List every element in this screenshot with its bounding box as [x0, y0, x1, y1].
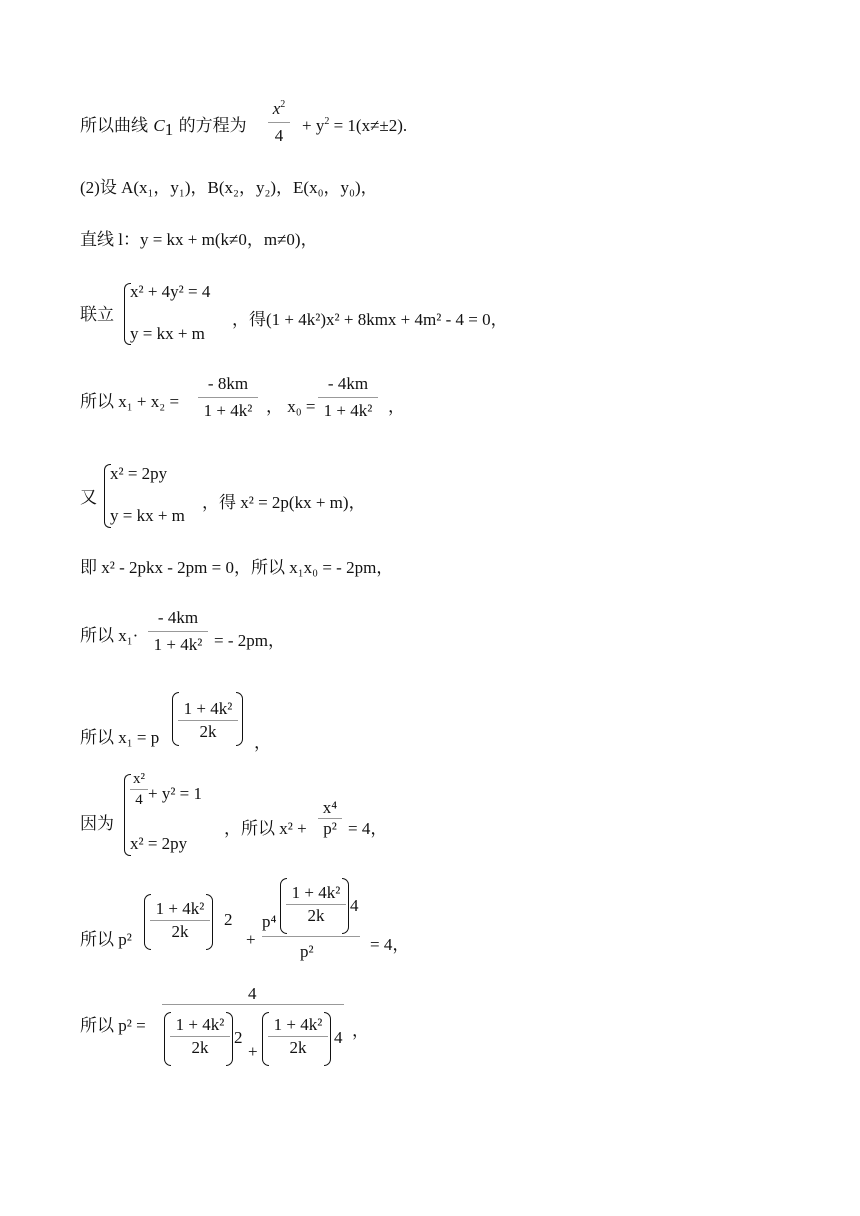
text: ，	[352, 1021, 369, 1040]
fraction-bar	[162, 1004, 344, 1005]
sup: 2	[280, 99, 286, 110]
fraction-bar	[268, 122, 290, 123]
paren-right	[226, 1012, 233, 1066]
den: 2k	[171, 922, 189, 941]
text: ，	[388, 397, 405, 416]
system2-eq1: x² = 2py	[110, 464, 168, 483]
system2-eq2: y = kx + m	[110, 506, 185, 525]
text: ，	[254, 733, 271, 752]
line-p-squared	[80, 1016, 146, 1036]
fraction-bar	[148, 631, 208, 632]
num: - 4km	[327, 374, 369, 393]
text: 的方程为	[173, 116, 247, 136]
system1-result: ，得(1 + 4k²)x² + 8kmx + 4m² - 4 = 0，	[232, 310, 508, 329]
den: 4	[135, 792, 143, 808]
system3-eq1: + y² = 1	[148, 784, 203, 803]
line-x1	[80, 728, 159, 748]
den: 2k	[199, 722, 217, 741]
num: 1 + 4k²	[183, 699, 233, 718]
fraction-x2-over-4	[130, 770, 148, 809]
fraction-x2-over-4	[268, 98, 290, 147]
exponent: 2	[234, 1028, 243, 1047]
paren-right	[206, 894, 213, 950]
sup: 2	[324, 116, 330, 127]
system1-eq1: x² + 4y² = 4	[130, 282, 211, 301]
fraction-x4-over-p2	[318, 798, 342, 839]
num: - 8km	[207, 374, 249, 393]
fraction-bar	[130, 789, 148, 790]
line-product	[80, 626, 138, 646]
den: 1 + 4k²	[323, 401, 373, 420]
denominator: p²	[300, 942, 314, 961]
paren-right	[342, 878, 349, 934]
num: 1 + 4k²	[273, 1015, 323, 1034]
p4: p⁴	[262, 912, 277, 931]
text: = 4，	[348, 819, 388, 838]
fraction-bar	[318, 397, 378, 398]
exponent: 2	[224, 910, 233, 929]
exponent: 4	[350, 896, 359, 915]
den: 4	[274, 126, 284, 145]
fraction-sum	[198, 373, 258, 422]
num: x²	[133, 771, 145, 787]
num: x⁴	[322, 798, 338, 817]
num: - 4km	[157, 608, 199, 627]
line-quadratic: 即 x² - 2pkx - 2pm = 0，所以 x₁x₀ = - 2pm，	[80, 558, 394, 577]
den: 2k	[289, 1038, 307, 1057]
fraction	[178, 698, 238, 743]
line-points: (2)设 A(x₁，y₁)，B(x₂，y₂)，E(x₀，y₀)，	[80, 178, 378, 197]
text: 所以 p²	[80, 930, 132, 949]
plus: +	[246, 930, 256, 949]
sub: 1	[164, 120, 174, 139]
den: p²	[323, 819, 337, 838]
numerator: 4	[248, 984, 257, 1003]
den: 1 + 4k²	[153, 635, 203, 654]
text: + y	[302, 116, 325, 135]
system3-eq2: x² = 2py	[130, 834, 188, 853]
fraction	[286, 882, 346, 927]
fraction	[268, 1014, 328, 1059]
num: 1 + 4k²	[291, 883, 341, 902]
paren-right	[236, 692, 243, 746]
fraction	[148, 607, 208, 656]
plus: +	[248, 1042, 258, 1061]
den: 2k	[191, 1038, 209, 1057]
text: ，所以 x² +	[224, 819, 307, 838]
den: 2k	[307, 906, 325, 925]
num: 1 + 4k²	[155, 899, 205, 918]
text: = - 2pm，	[214, 631, 285, 650]
line-curve-equation	[80, 116, 247, 139]
fraction-bar	[262, 936, 360, 937]
line-vieta	[80, 392, 179, 412]
text: ， x₀ =	[266, 397, 316, 416]
text: = 1(x≠±2).	[329, 116, 408, 135]
paren-right	[324, 1012, 331, 1066]
text: 所以曲线	[80, 116, 154, 136]
line-because	[80, 814, 114, 834]
fraction-bar	[198, 397, 258, 398]
text: 所以 x₁ + x₂ =	[80, 392, 180, 411]
text: 因为	[80, 814, 114, 834]
line-system-2-label	[80, 488, 97, 508]
fraction-x0	[318, 373, 378, 422]
fraction	[170, 1014, 230, 1059]
text: 又	[80, 488, 97, 508]
text: 所以 x₁·	[80, 626, 139, 645]
exponent: 4	[334, 1028, 343, 1047]
text: = 4，	[370, 935, 410, 954]
line-p-equation	[80, 930, 132, 950]
line-system-1-label	[80, 305, 114, 325]
text: 所以 x₁ = p	[80, 728, 160, 747]
text: 联立	[80, 305, 114, 325]
fraction	[150, 898, 210, 943]
text: 所以 p² =	[80, 1016, 146, 1035]
var-c: C	[153, 116, 165, 135]
line-line-l: 直线 l：y = kx + m(k≠0，m≠0)，	[80, 230, 318, 249]
curve-equation-rest	[302, 116, 407, 136]
num: 1 + 4k²	[175, 1015, 225, 1034]
system1-eq2: y = kx + m	[130, 324, 205, 343]
system2-result: ，得 x² = 2p(kx + m)，	[202, 493, 366, 512]
num: x	[272, 99, 281, 118]
den: 1 + 4k²	[203, 401, 253, 420]
